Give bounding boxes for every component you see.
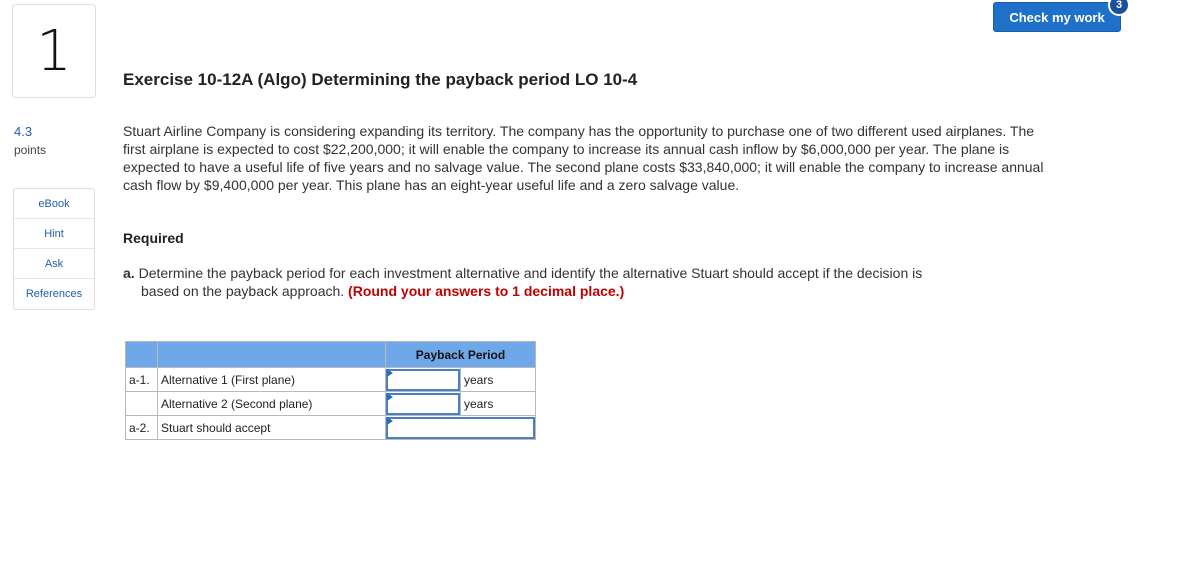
ask-button[interactable]: Ask [14,249,94,279]
input-marker-icon [387,417,393,425]
problem-text: Stuart Airline Company is considering expanding its territory. The company has the opportunity to purchase one of two different used airplanes. The first airplane is expected to cost $22,200,000; it will enable the company to increase its annual cash inflow by $6,000,000 per year. The plane is expected to have a useful life of five years and no salvage value. The second plane costs $33,840,000; it will enable the company to increase annual cash flow by $9,400,000 per year. This plane has an eight-year useful life and a zero salvage value. [123,123,1044,193]
row-label: a-2. [126,416,158,440]
check-my-work-button[interactable] [993,2,1121,32]
row-label [126,392,158,416]
part-a-line2-wrap [123,282,1053,300]
payback-alt1-input[interactable] [386,369,460,391]
input-marker-icon [387,393,393,401]
rounding-hint: (Round your answers to 1 decimal place.) [348,283,625,299]
table-row [126,392,536,416]
part-a-line1: Determine the payback period for each investment alternative and identify the alternative Stuart should accept if the decision is [138,265,923,281]
exercise-title: Exercise 10-12A (Algo) Determining the payback period LO 10-4 [123,70,638,89]
row-description: Alternative 1 (First plane) [158,368,386,392]
row-unit: years [461,392,536,416]
table-row [126,416,536,440]
part-a-instructions [123,264,1053,300]
side-tools-panel [13,188,95,310]
payback-alt2-cell [386,392,461,416]
question-number: 1 [12,4,96,98]
references-button[interactable]: References [25,288,83,300]
points-value: 4.3 [14,124,33,139]
row-label: a-1. [126,368,158,392]
part-a-line2: based on the payback approach. [141,283,345,299]
ebook-button[interactable]: eBook [14,189,94,219]
input-marker-icon [387,369,393,377]
header-blank-1 [126,342,158,368]
payback-alt1-cell [386,368,461,392]
table-row [126,368,536,392]
accept-alternative-cell [386,416,536,440]
header-payback-period: Payback Period [386,342,536,368]
part-a-lead: a. [123,265,135,281]
header-blank-2 [158,342,386,368]
row-description: Alternative 2 (Second plane) [158,392,386,416]
check-my-work-label: Check my work [1009,9,1105,25]
row-description: Stuart should accept [158,416,386,440]
points-label: points [14,143,47,157]
table-header-row [126,342,536,368]
accept-alternative-input[interactable] [386,417,535,439]
required-heading: Required [123,230,184,246]
hint-button[interactable]: Hint [14,219,94,249]
answer-table [125,341,536,440]
payback-alt2-input[interactable] [386,393,460,415]
check-count-badge: 3 [1108,0,1130,16]
row-unit: years [461,368,536,392]
